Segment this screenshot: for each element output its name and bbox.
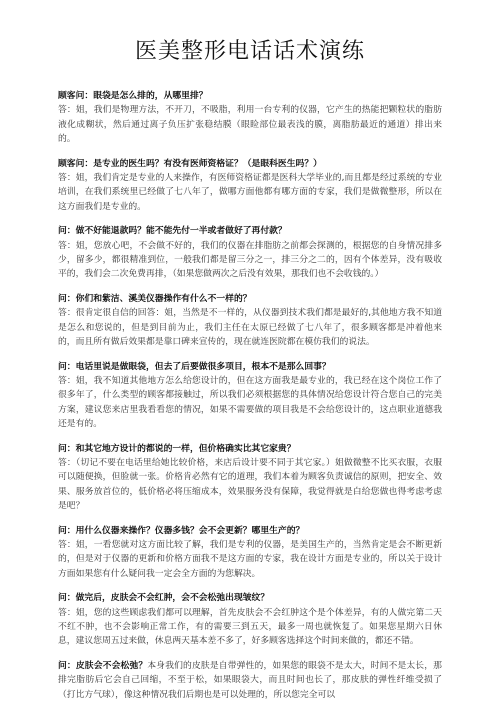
qa-block xyxy=(58,292,442,350)
question-text: 问：做不好能退款吗？能不能先付一半或者做好了再付款？ xyxy=(58,226,287,237)
question-text: 问：你们和紫洁、溪美仪器操作有什么不一样的？ xyxy=(58,293,252,304)
inline-question: 问：皮肤会不会松弛？ xyxy=(58,660,148,671)
answer-text: 答：姐，您的这些顾虑我们都可以理解，首先皮肤会不会红肿这个是个体差异，有的人做完第二天不红不肿，也不会影响正常工作，有的需要三到五天，最多一周也就恢复了。如果您星期六日休息，建议您周五过来做，休息两天基本差不多了，好多顾客选择这个时间来做的，都还不错。 xyxy=(58,607,442,647)
answer-text: 答：姐，我不知道其他地方怎么给您设计的，但在这方面我是最专业的，我已经在这个岗位工作了很多年了，什么类型的顾客都接触过，所以我们必须根据您的具体情况给您设计符合您自己的完美方案，建议您来店里我看看您的情况，如果不需要做的项目我是不会给您设计的，这点职业道德我还是有的。 xyxy=(58,375,442,430)
qa-block xyxy=(58,442,442,514)
question-text: 问：电话里说是做眼袋，但去了后要做很多项目，根本不是那么回事？ xyxy=(58,361,331,372)
answer-text: 答：姐，我们是物理方法，不开刀，不吸脂，利用一台专利的仪器，它产生的热能把颗粒状的脂肪液化成糊状，然后通过离子负压扩张稳结膜（眼睑部位最表浅的膜，离脂肪最近的通道）排出来的。 xyxy=(58,105,442,145)
qa-block xyxy=(58,591,442,649)
qa-block xyxy=(58,157,442,215)
qa-block xyxy=(58,360,442,432)
document-title: 医美整形电话话术演练 xyxy=(134,39,365,64)
qa-block xyxy=(58,224,442,282)
question-text: 顾客问：眼袋是怎么排的，从哪里排？ xyxy=(58,91,208,101)
answer-text: 答：很肯定很自信的回答：姐，当然是不一样的，从仪器到技术我们都是最好的,其他地方我不知道是怎么和您说的，但是到目前为止，我们主任在太原已经做了七八年了，很多顾客都是冲着他来的，而且所有做后效果都是靠口碑来宣传的，现在就连医院都在模仿我们的说法。 xyxy=(58,308,442,348)
answer-text: 答：姐，一看您就对这方面比较了解，我们是专利的仪器，是美国生产的，当然肯定是会不断更新的，但是对于仪器的更新和价格方面我不是这方面的专家，我在设计方面是专业的，所以关于设计方面如果您有什么疑问我一定会全方面的为您解决。 xyxy=(58,539,442,579)
answer-text: 答：（切记不要在电话里给她比较价格，来店后设计要不同于其它家。）姐做微整不比买衣服，衣服可以随便换，但脸就一张。价格肯必然有它的道理，我们本着为顾客负责诚信的原则，把安全、效果、服务放首位的，低价格必将压缩成本，效果服务没有保障，我觉得就是白给您做也得考虑考虑是吧？ xyxy=(58,457,442,512)
qa-block xyxy=(58,524,442,582)
question-text: 问：做完后，皮肤会不会红肿，会不会松弛出现皱纹？ xyxy=(58,593,270,604)
answer-text: 答：姐，我们肯定是专业的人来操作，有医师资格证都是医科大学毕业的,而且都是经过系统的专业培训，在我们系统里已经做了七八年了，做哪方面他都有哪方面的专家，我们是做微整形，所以在这方面我们是专业的。 xyxy=(58,173,442,212)
question-text: 问：和其它地方设计的都说的一样，但价格确实比其它家贵？ xyxy=(58,443,296,454)
answer-text: 答：姐，您放心吧，不会做不好的，我们的仪器在排脂肪之前都会探测的，根据您的自身情况排多少，留多少，都很精准到位，一般我们都是留三分之一，排三分之二的，因有个体差异，没有吸收平的，我们会二次免费再排，（如果您做两次之后没有效果，那我们也不会收钱的。） xyxy=(58,240,442,280)
qa-block xyxy=(58,89,442,147)
answer-text: 本身我们的皮肤是自带弹性的，如果您的眼袋不是太大，时间不是太长，那排完脂肪后它会自己回缩，不至于松，如果眼袋大，而且时间也长了，那皮肤的弹性纤维受损了（打比方气球），像这种情况我们后期也是可以处理的，所以您完全可以 xyxy=(58,660,442,700)
qa-block xyxy=(58,659,442,702)
question-text: 问：用什么仪器来操作？仪器多钱？会不会更新？哪里生产的？ xyxy=(58,525,305,536)
answer-paragraph xyxy=(58,659,442,702)
question-text: 顾客问：是专业的医生吗？有没有医师资格证？（是眼科医生吗？） xyxy=(58,158,322,169)
